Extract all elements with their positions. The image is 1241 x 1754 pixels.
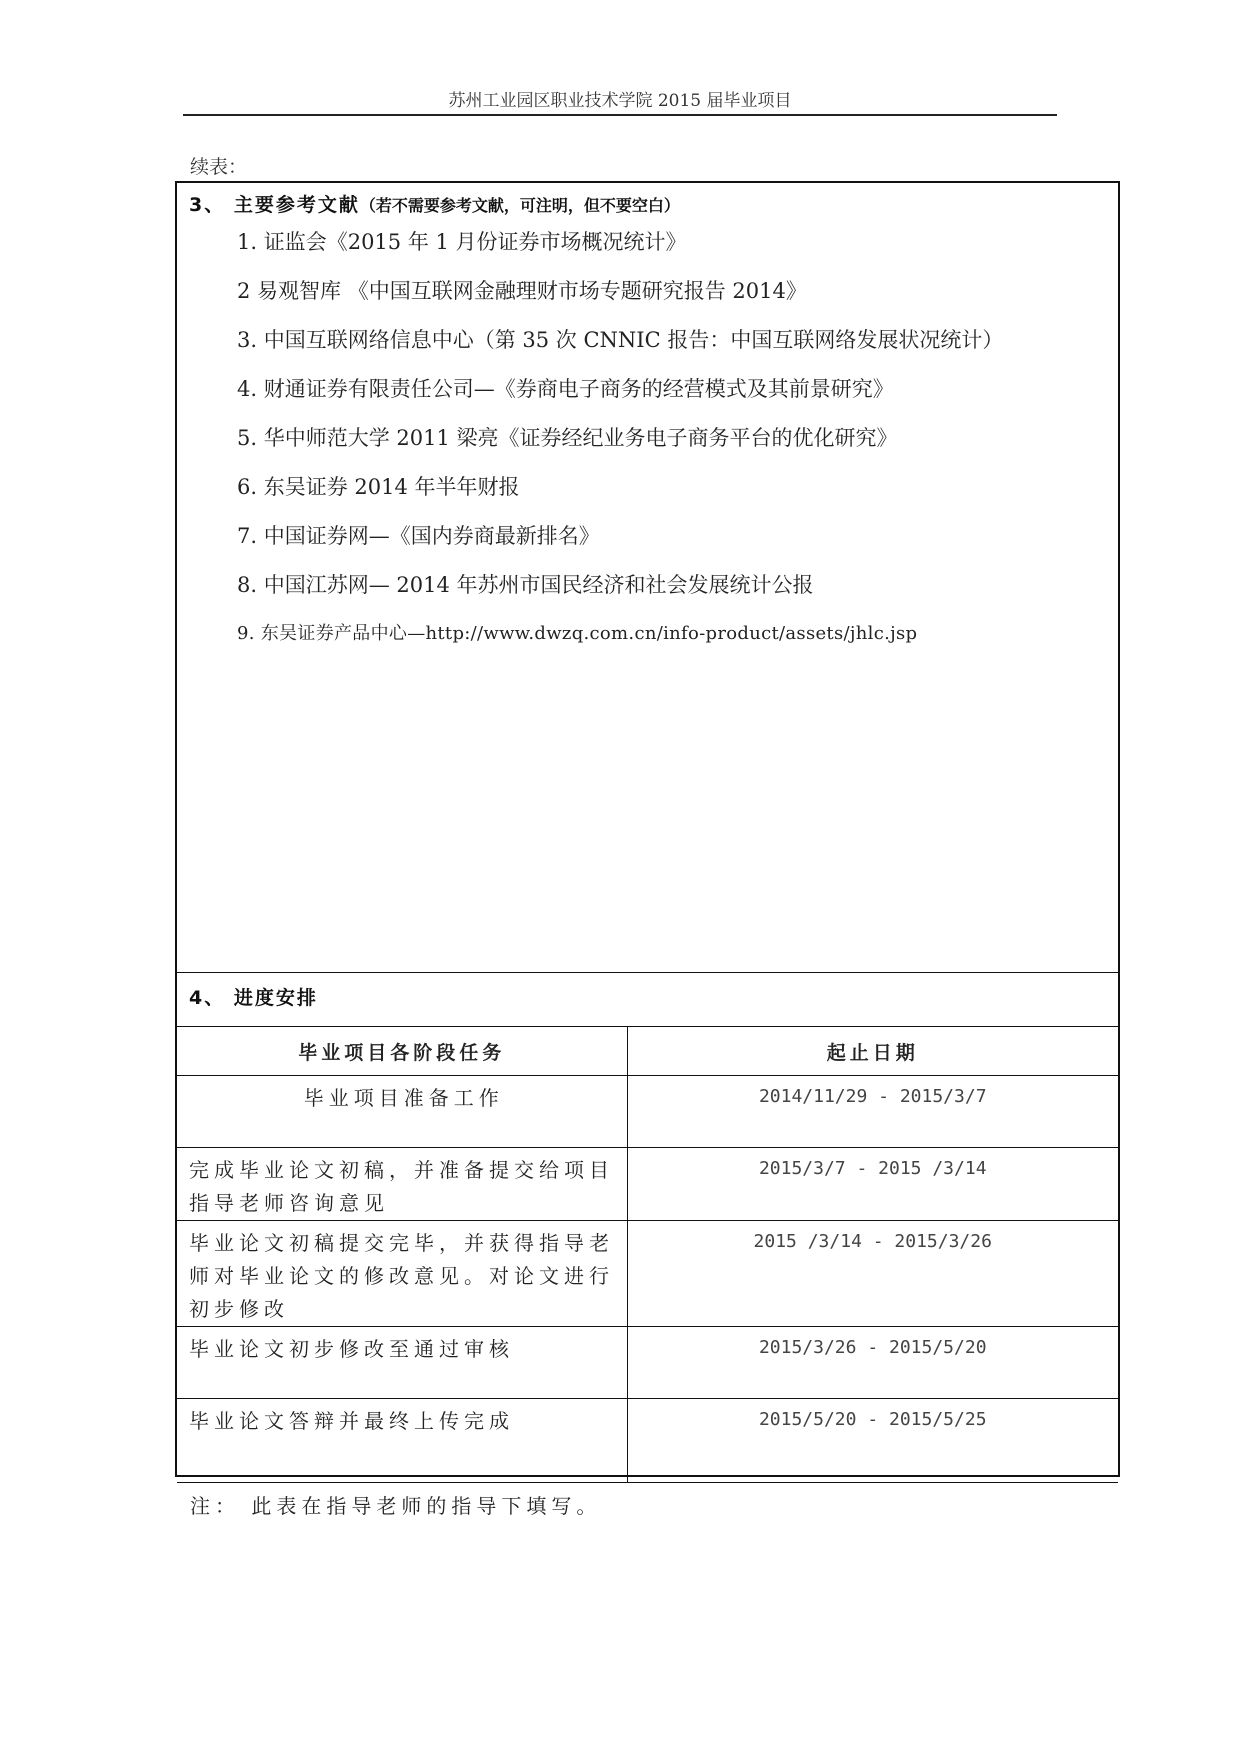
reference-list (237, 227, 1003, 668)
task-cell: 毕业论文初稿提交完毕，并获得指导老师对毕业论文的修改意见。对论文进行初步修改 (177, 1221, 627, 1327)
reference-item: 6. 东吴证券 2014 年半年财报 (237, 475, 520, 499)
references-section (175, 181, 1120, 973)
reference-item: 5. 华中师范大学 2011 梁亮《证券经纪业务电子商务平台的优化研究》 (237, 426, 898, 450)
date-cell: 2015/5/20 - 2015/5/25 (627, 1399, 1118, 1483)
reference-item: 4. 财通证券有限责任公司—《券商电子商务的经营模式及其前景研究》 (237, 377, 894, 401)
table-row (177, 1327, 1118, 1399)
task-cell: 毕业论文初步修改至通过审核 (177, 1327, 627, 1399)
task-cell: 完成毕业论文初稿，并准备提交给项目指导老师咨询意见 (177, 1148, 627, 1221)
continued-label: 续表： (190, 156, 248, 178)
table-row (177, 1221, 1118, 1327)
column-header-dates: 起止日期 (627, 1027, 1118, 1076)
task-cell: 毕业论文答辩并最终上传完成 (177, 1399, 627, 1483)
table-row (177, 1148, 1118, 1221)
page-header-title: 苏州工业园区职业技术学院 2015 届毕业项目 (448, 91, 792, 111)
schedule-heading: 4、 进度安排 (189, 987, 318, 1009)
reference-item: 3. 中国互联网络信息中心（第 35 次 CNNIC 报告：中国互联网络发展状况统计） (237, 328, 1004, 352)
footnote: 注： 此表在指导老师的指导下填写。 (190, 1494, 602, 1518)
date-cell: 2015/3/7 - 2015 /3/14 (627, 1148, 1118, 1221)
reference-item: 9. 东吴证券产品中心—http://www.dwzq.com.cn/info-product/assets/jhlc.jsp (237, 623, 918, 644)
table-row (177, 1076, 1118, 1148)
schedule-header-row (177, 1027, 1118, 1076)
reference-item: 1. 证监会《2015 年 1 月份证券市场概况统计》 (237, 230, 687, 254)
reference-item: 2 易观智库 《中国互联网金融理财市场专题研究报告 2014》 (237, 279, 807, 303)
header-divider (183, 114, 1057, 116)
reference-item: 7. 中国证券网—《国内券商最新排名》 (237, 524, 600, 548)
references-note: （若不需要参考文献，可注明，但不要空白） (359, 196, 680, 215)
date-cell: 2015 /3/14 - 2015/3/26 (627, 1221, 1118, 1327)
references-heading (189, 190, 680, 217)
table-row (177, 1399, 1118, 1483)
references-heading-text: 3、 主要参考文献 (189, 194, 360, 216)
schedule-table (177, 1026, 1118, 1483)
date-cell: 2014/11/29 - 2015/3/7 (627, 1076, 1118, 1148)
column-header-task: 毕业项目各阶段任务 (177, 1027, 627, 1076)
date-cell: 2015/3/26 - 2015/5/20 (627, 1327, 1118, 1399)
schedule-section (175, 972, 1120, 1477)
task-cell: 毕业项目准备工作 (177, 1076, 627, 1148)
reference-item: 8. 中国江苏网— 2014 年苏州市国民经济和社会发展统计公报 (237, 573, 814, 597)
